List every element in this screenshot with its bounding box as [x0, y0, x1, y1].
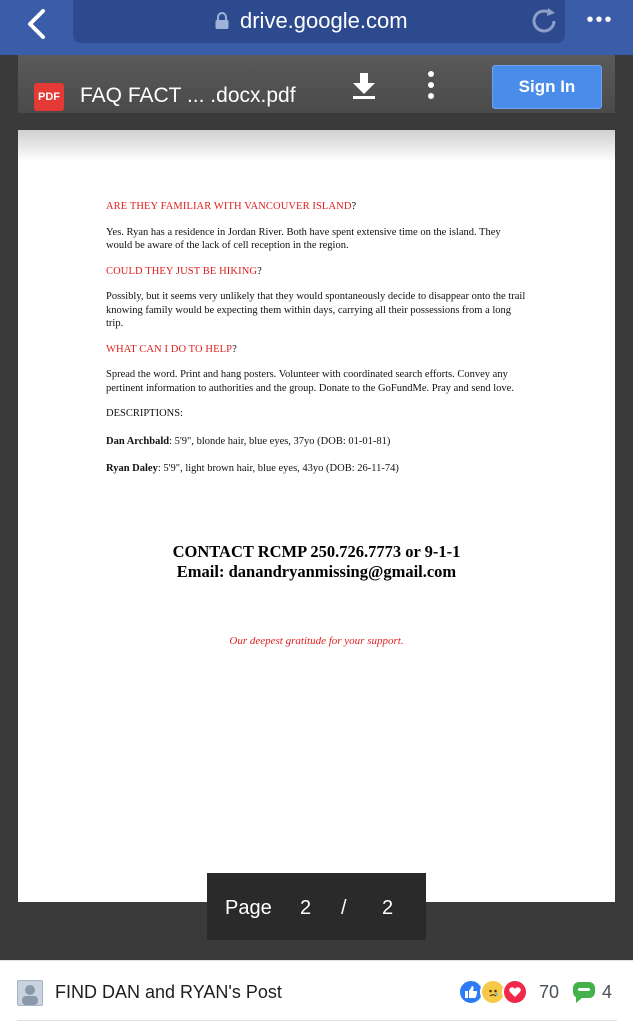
current-page: 2	[300, 897, 312, 919]
post-footer	[0, 960, 633, 1024]
question-heading: WHAT CAN I DO TO HELP?	[106, 343, 237, 355]
more-dots-icon[interactable]: •••	[586, 9, 614, 31]
answer-paragraph: Yes. Ryan has a residence in Jordan River. Both have spent extensive time on the island. They would be aware of the lack of cell reception in the region.	[106, 226, 501, 251]
answer-paragraph: Spread the word. Print and hang posters. Volunteer with coordinated search efforts. Convey any pertinent information to authorities and the group. Donate to the GoFundMe. Pray and send love.	[106, 369, 514, 394]
chevron-left-icon[interactable]	[14, 4, 58, 44]
url-text[interactable]: drive.google.com	[240, 8, 408, 33]
total-pages: 2	[382, 897, 394, 919]
page-shadow	[18, 130, 615, 162]
answer-paragraph: Possibly, but it seems very unlikely that they would spontaneously decide to disappear onto the trail knowing family would be expecting them within days, carrying all their possessions from a long trip.	[106, 291, 526, 329]
kebab-menu-icon[interactable]	[424, 69, 438, 101]
descriptions-label: DESCRIPTIONS:	[106, 408, 184, 419]
document-body	[106, 200, 526, 490]
contact-line: CONTACT RCMP 250.726.7773 or 9-1-1	[172, 542, 461, 561]
gratitude-note: Our deepest gratitude for your support.	[229, 635, 404, 647]
divider	[17, 1020, 617, 1021]
avatar[interactable]	[17, 980, 43, 1006]
question-heading: COULD THEY JUST BE HIKING?	[106, 265, 262, 277]
comment-icon[interactable]	[572, 980, 596, 1004]
contact-block	[18, 542, 615, 582]
download-icon[interactable]	[350, 71, 378, 101]
person-description: Dan Archbald: 5'9", blonde hair, blue eyes, 37yo (DOB: 01-01-81)	[106, 435, 391, 447]
reaction-count[interactable]: 70	[539, 982, 560, 1002]
question-heading: ARE THEY FAMILIAR WITH VANCOUVER ISLAND?	[106, 201, 357, 212]
comment-count[interactable]: 4	[602, 982, 613, 1002]
sign-in-button[interactable]: Sign In	[492, 65, 602, 109]
email-line: Email: danandryanmissing@gmail.com	[176, 562, 457, 581]
pdf-file-icon: PDF	[34, 83, 64, 111]
person-description: Ryan Daley: 5'9", light brown hair, blue eyes, 43yo (DOB: 26-11-74)	[106, 463, 399, 474]
address-bar[interactable]	[73, 0, 565, 43]
file-name: FAQ FACT ... .docx.pdf	[80, 84, 296, 107]
document-page[interactable]	[18, 130, 615, 902]
post-title[interactable]: FIND DAN and RYAN's Post	[55, 982, 282, 1002]
page-separator: /	[341, 897, 347, 919]
pdf-viewer	[0, 55, 633, 960]
reaction-summary[interactable]	[458, 979, 538, 1005]
page-label: Page	[225, 897, 272, 919]
browser-toolbar	[0, 0, 633, 55]
page-indicator	[207, 873, 426, 940]
reload-icon[interactable]	[528, 5, 560, 37]
love-reaction-icon	[502, 979, 528, 1005]
viewer-header	[18, 55, 615, 113]
lock-icon	[214, 12, 230, 30]
